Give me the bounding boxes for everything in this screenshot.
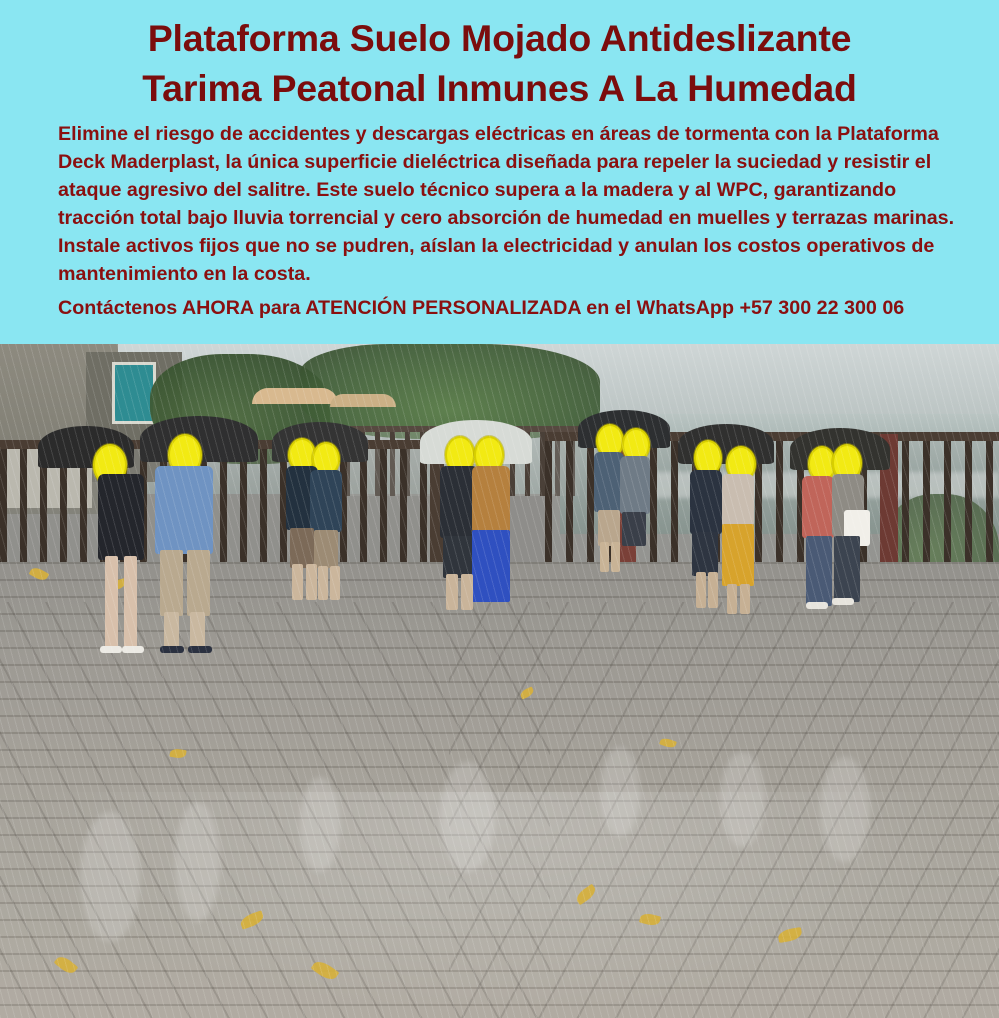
person-shoe: [160, 646, 184, 653]
person-legs: [806, 536, 832, 606]
person-legs: [446, 574, 458, 610]
person-legs: [290, 528, 314, 568]
person-legs: [306, 564, 317, 600]
person-legs: [600, 542, 609, 572]
deck-reflection: [300, 777, 340, 872]
headline-line-1: Plataforma Suelo Mojado Antideslizante: [147, 17, 852, 59]
person-legs: [472, 530, 510, 602]
person-legs: [443, 536, 475, 578]
person-legs: [727, 584, 737, 614]
person-legs: [740, 584, 750, 614]
body-paragraph: Elimine el riesgo de accidentes y descargas eléctricas en áreas de tormenta con la Plataforma Deck Maderplast, la única superficie dieléctrica diseñada para repeler la suciedad y resistir el ataque agresivo del salitre. Este suelo técnico supera a la madera y al WPC, garantizando tracción total bajo lluvia torrencial y cero absorción de humedad en muelles y terrazas marinas. Instale activos fijos que no se pudren, aíslan la electricidad y anulan los costos operativos de mantenimiento en la costa.: [58, 123, 955, 285]
cta-whatsapp-line[interactable]: Contáctenos AHORA para ATENCIÓN PERSONALIZADA en el WhatsApp +57 300 22 300 06: [58, 296, 905, 319]
shop-parasol-1: [252, 388, 338, 404]
person-torso: [690, 470, 722, 534]
person-legs: [598, 510, 620, 546]
person-legs: [330, 566, 340, 600]
person-legs: [164, 612, 179, 650]
person-legs: [160, 550, 183, 616]
person-torso: [155, 466, 213, 554]
person-legs: [124, 556, 137, 648]
header-text-block: [0, 0, 999, 344]
person-legs: [722, 524, 754, 586]
person-legs: [105, 556, 118, 648]
person-legs: [696, 572, 706, 608]
deck-reflection: [440, 762, 495, 872]
headline-line-2: Tarima Peatonal Inmunes A La Humedad: [142, 66, 857, 109]
person-legs: [314, 530, 338, 568]
person-torso: [472, 466, 510, 532]
body-copy: [24, 121, 975, 289]
person-torso: [98, 474, 144, 560]
person-legs: [622, 512, 646, 546]
person-legs: [187, 550, 210, 616]
photo-deck-rain: [0, 344, 999, 1018]
deck-reflection: [820, 757, 870, 862]
person-torso: [722, 474, 754, 526]
person-shoe: [122, 646, 144, 653]
person-legs: [292, 564, 303, 600]
person-legs: [318, 566, 328, 600]
person-shoe: [806, 602, 828, 609]
person-shoe: [188, 646, 212, 653]
page-title: [24, 14, 975, 113]
person-legs: [692, 532, 718, 576]
person-legs: [708, 572, 718, 608]
deck-reflection: [175, 802, 220, 922]
person-torso: [802, 476, 834, 538]
person-shoe: [100, 646, 122, 653]
deck-reflection: [80, 812, 140, 942]
deck-reflection: [600, 747, 640, 837]
deck-surface: [0, 562, 999, 1018]
person-torso: [310, 470, 342, 532]
person-legs: [461, 574, 473, 610]
deck-reflection: [720, 752, 765, 847]
person-legs: [611, 542, 620, 572]
person-legs: [834, 536, 860, 602]
shop-parasol-2: [330, 394, 396, 407]
person-legs: [190, 612, 205, 650]
person-torso: [620, 456, 650, 514]
person-shoe: [832, 598, 854, 605]
